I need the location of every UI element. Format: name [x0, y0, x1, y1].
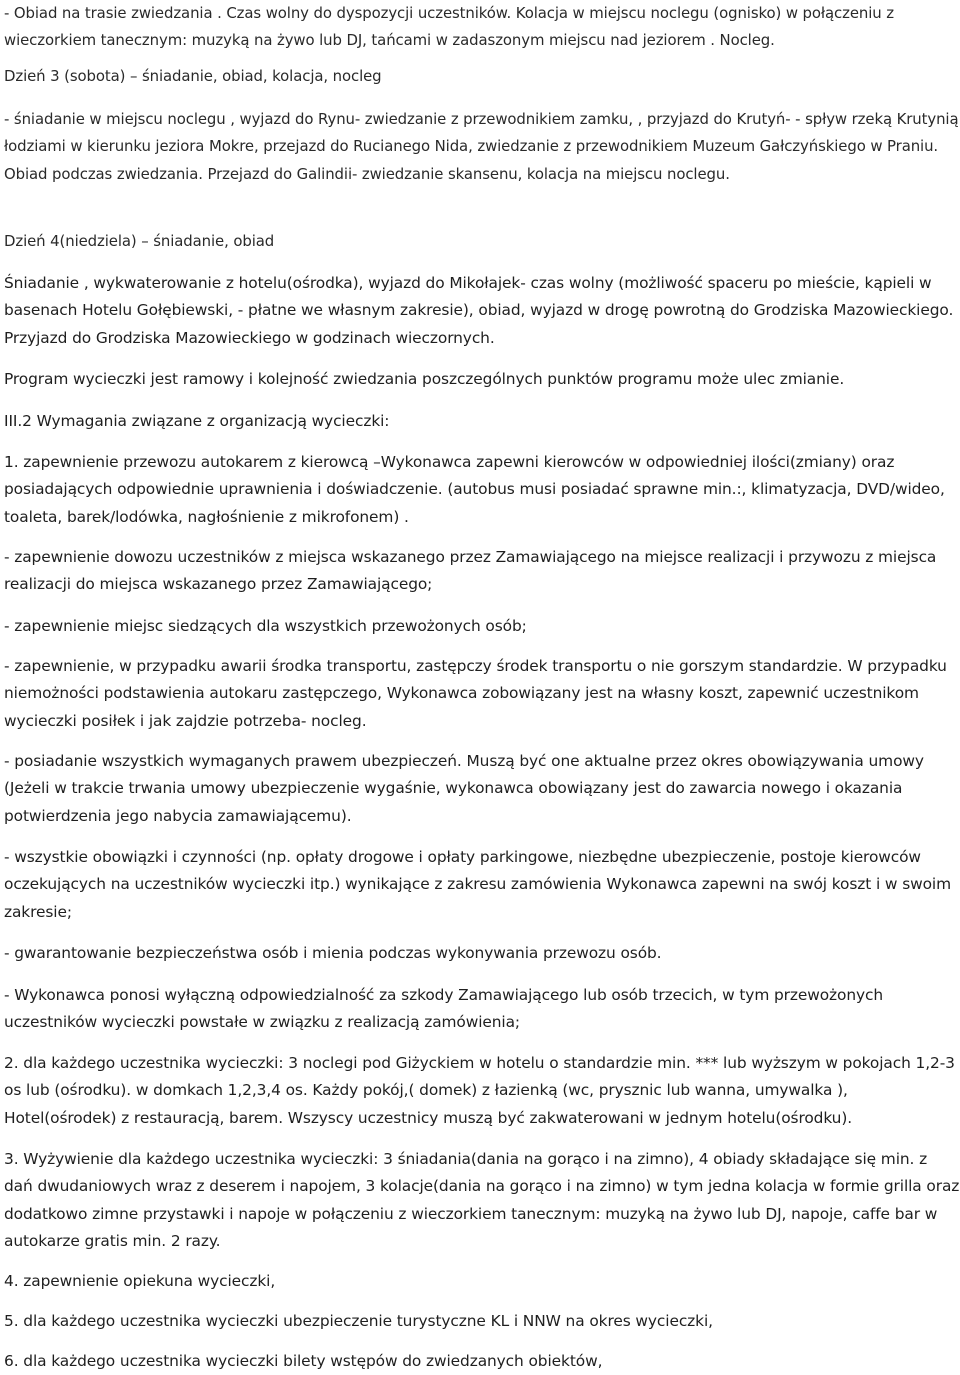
paragraph-day3-program: - śniadanie w miejscu noclegu , wyjazd do Rynu- zwiedzanie z przewodnikiem zamku, , przyjazd do Krutyń- - spływ rzeką Krutynią łodziami w kierunku jeziora Mokre, przejazd do Rucianego Nida, zwiedzanie z przewodnikiem Muzeum Gałczyńskiego w Praniu. Obiad podczas zwiedzania. Przejazd do Galindii- zwiedzanie skansenu, kolacja na miejscu noclegu. — [4, 110, 959, 183]
requirement-costs: - wszystkie obowiązki i czynności (np. opłaty drogowe i opłaty parkingowe, niezbędne ubezpieczenie, postoje kierowców oczekujących na uczestników wycieczki itp.) wynikające z zakresu zamówienia Wykonawca zapewni na swój koszt i w swoim zakresie; — [4, 848, 951, 921]
heading-day3: Dzień 3 (sobota) – śniadanie, obiad, kolacja, nocleg — [4, 67, 382, 85]
requirement-item-2-accommodation: 2. dla każdego uczestnika wycieczki: 3 noclegi pod Giżyckiem w hotelu o standardzie min. *** lub wyższym w pokojach 1,2-3 os lub (ośrodku). w domkach 1,2,3,4 os. Każdy pokój,( domek) z łazienką (wc, prysznic lub wanna, umywalka ), Hotel(ośrodek) z restauracją, barem. Wszyscy uczestnicy muszą być zakwaterowani w jednym hotelu(ośrodku). — [4, 1054, 955, 1127]
section-heading-requirements: III.2 Wymagania związane z organizacją wycieczki: — [4, 412, 390, 430]
paragraph-day2-evening: - Obiad na trasie zwiedzania . Czas wolny do dyspozycji uczestników. Kolacja w miejscu noclegu (ognisko) w połączeniu z wieczorkiem tanecznym: muzyką na żywo lub DJ, tańcami w zadaszonym miejscu nad jeziorem . Nocleg. — [4, 4, 894, 50]
requirement-item-3-meals: 3. Wyżywienie dla każdego uczestnika wycieczki: 3 śniadania(dania na gorąco i na zimno), 4 obiady składające się min. z dań dwudaniowych wraz z deserem i napojem, 3 kolacje(dania na gorąco i na zimno) w tym jedna kolacja w formie grilla oraz dodatkowo zimne przystawki i napoje w połączeniu z wieczorkiem tanecznym: muzyką na żywo lub DJ, napoje, caffe bar w autokarze gratis min. 2 razy. — [4, 1150, 960, 1250]
requirement-liability: - Wykonawca ponosi wyłączną odpowiedzialność za szkody Zamawiającego lub osób trzecich, w tym przewożonych uczestników wycieczki powstałe w związku z realizacją zamówienia; — [4, 986, 884, 1032]
requirement-item-5-insurance: 5. dla każdego uczestnika wycieczki ubezpieczenie turystyczne KL i NNW na okres wycieczki, — [4, 1312, 713, 1330]
requirement-safety: - gwarantowanie bezpieczeństwa osób i mienia podczas wykonywania przewozu osób. — [4, 944, 662, 962]
requirement-transport-pickup: - zapewnienie dowozu uczestników z miejsca wskazanego przez Zamawiającego na miejsce realizacji i przywozu z miejsca realizacji do miejsca wskazanego przez Zamawiającego; — [4, 548, 937, 594]
requirement-item-4-guardian: 4. zapewnienie opiekuna wycieczki, — [4, 1272, 276, 1290]
heading-day4: Dzień 4(niedziela) – śniadanie, obiad — [4, 232, 275, 250]
paragraph-program-note: Program wycieczki jest ramowy i kolejność zwiedzania poszczególnych punktów programu może ulec zmianie. — [4, 370, 845, 388]
requirement-seats: - zapewnienie miejsc siedzących dla wszystkich przewożonych osób; — [4, 617, 527, 635]
paragraph-day4-program: Śniadanie , wykwaterowanie z hotelu(ośrodka), wyjazd do Mikołajek- czas wolny (możliwość spaceru po mieście, kąpieli w basenach Hotelu Gołębiewski, - płatne we własnym zakresie), obiad, wyjazd w drogę powrotną do Grodziska Mazowieckiego. Przyjazd do Grodziska Mazowieckiego w godzinach wieczornych. — [4, 274, 954, 347]
requirement-item-1: 1. zapewnienie przewozu autokarem z kierowcą –Wykonawca zapewni kierowców w odpowiedniej ilości(zmiany) oraz posiadających odpowiednie uprawnienia i doświadczenie. (autobus musi posiadać sprawne min.:, klimatyzacja, DVD/wideo, toaleta, barek/lodówka, nagłośnienie z mikrofonem) . — [4, 453, 945, 526]
requirement-item-6-tickets: 6. dla każdego uczestnika wycieczki bilety wstępów do zwiedzanych obiektów, — [4, 1352, 603, 1370]
requirement-insurance: - posiadanie wszystkich wymaganych prawem ubezpieczeń. Muszą być one aktualne przez okres obowiązywania umowy (Jeżeli w trakcie trwania umowy ubezpieczenie wygaśnie, wykonawca obowiązany jest do zawarcia nowego i okazania potwierdzenia jego nabycia zamawiającemu). — [4, 752, 924, 825]
requirement-replacement-transport: - zapewnienie, w przypadku awarii środka transportu, zastępczy środek transportu o nie gorszym standardzie. W przypadku niemożności podstawienia autokaru zastępczego, Wykonawca zobowiązany jest na własny koszt, zapewnić uczestnikom wycieczki posiłek i jak zajdzie potrzeba- nocleg. — [4, 657, 947, 730]
